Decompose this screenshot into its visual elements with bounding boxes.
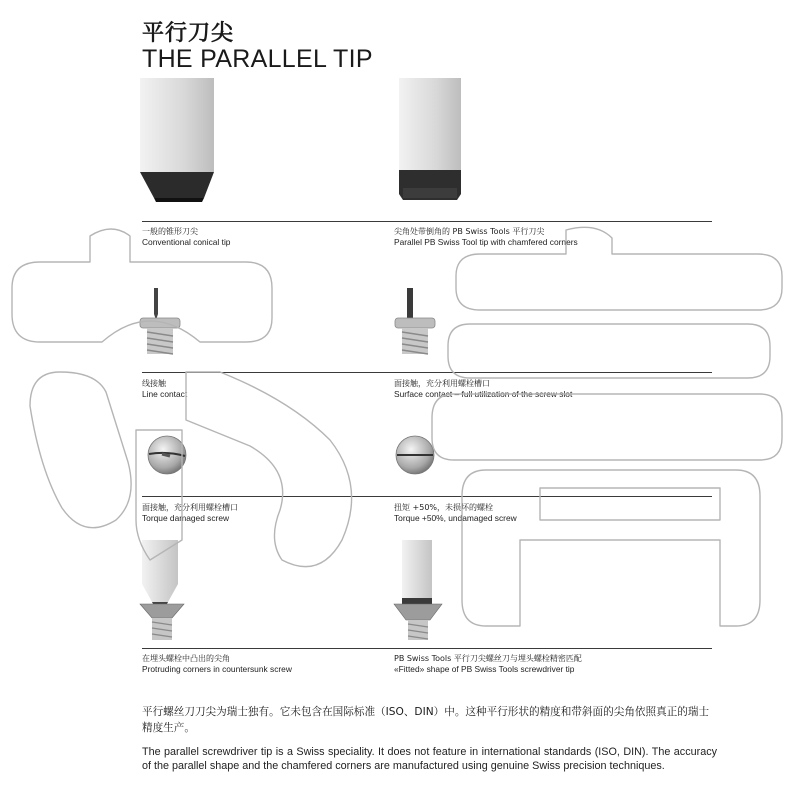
caption-cn: 扭矩 +50%，未损坏的螺栓 (394, 503, 494, 512)
caption-cn: 一般的锥形刀尖 (142, 227, 198, 236)
caption-protruding-corners (142, 654, 292, 674)
caption-fitted-shape (394, 654, 582, 674)
title-english: THE PARALLEL TIP (142, 45, 373, 73)
undamaged-screw-head-image (394, 434, 436, 476)
caption-en: Conventional conical tip (142, 237, 231, 247)
parallel-tip-image (383, 78, 493, 224)
divider-row3 (142, 496, 712, 497)
caption-cn: 面接触，充分利用螺栓槽口 (394, 379, 490, 388)
caption-en: Surface contact – full utilization of the screw slot (394, 389, 573, 399)
line-contact-image (130, 288, 190, 356)
divider-row4 (142, 648, 712, 649)
divider-row1 (142, 221, 712, 222)
caption-conventional-tip (142, 227, 230, 247)
caption-en: Protruding corners in countersunk screw (142, 664, 292, 674)
caption-cn: 在埋头螺栓中凸出的尖角 (142, 654, 230, 663)
divider-row2 (142, 372, 712, 373)
paragraph-english: The parallel screwdriver tip is a Swiss speciality. It does not feature in international standards (ISO, DIN). The accuracy of the parallel shape and the chamfered corners are manufactured using genuine Swiss precision techniques. (142, 746, 717, 772)
caption-torque-undamaged (394, 503, 517, 523)
caption-en: Torque +50%, undamaged screw (394, 513, 517, 523)
caption-surface-contact (394, 379, 572, 399)
caption-parallel-tip (394, 227, 578, 247)
caption-line-contact (142, 379, 187, 399)
caption-en: Torque damaged screw (142, 513, 230, 523)
caption-cn: 面接触，充分利用螺栓槽口 (142, 503, 238, 512)
caption-torque-damaged (142, 503, 238, 523)
title-chinese: 平行刀尖 (142, 20, 235, 45)
caption-cn: PB Swiss Tools 平行刀尖螺丝刀与埋头螺栓精密匹配 (394, 654, 582, 663)
caption-en: Parallel PB Swiss Tool tip with chamfered corners (394, 237, 578, 247)
surface-contact-image (385, 288, 445, 356)
caption-cn: 尖角处带倒角的 PB Swiss Tools 平行刀尖 (394, 227, 545, 236)
caption-cn: 线接触 (142, 379, 166, 388)
caption-en: Line contact (142, 389, 188, 399)
paragraph-chinese: 平行螺丝刀刀尖为瑞士独有。它未包含在国际标准（ISO、DIN）中。这种平行形状的精度和带斜面的尖角依照真正的瑞士精度生产。 (142, 706, 710, 734)
caption-en: «Fitted» shape of PB Swiss Tools screwdriver tip (394, 664, 575, 674)
fitted-shape-image (392, 540, 452, 642)
conventional-conical-tip-image (118, 78, 228, 224)
damaged-screw-head-image (146, 434, 188, 476)
protruding-corners-image (134, 540, 194, 642)
